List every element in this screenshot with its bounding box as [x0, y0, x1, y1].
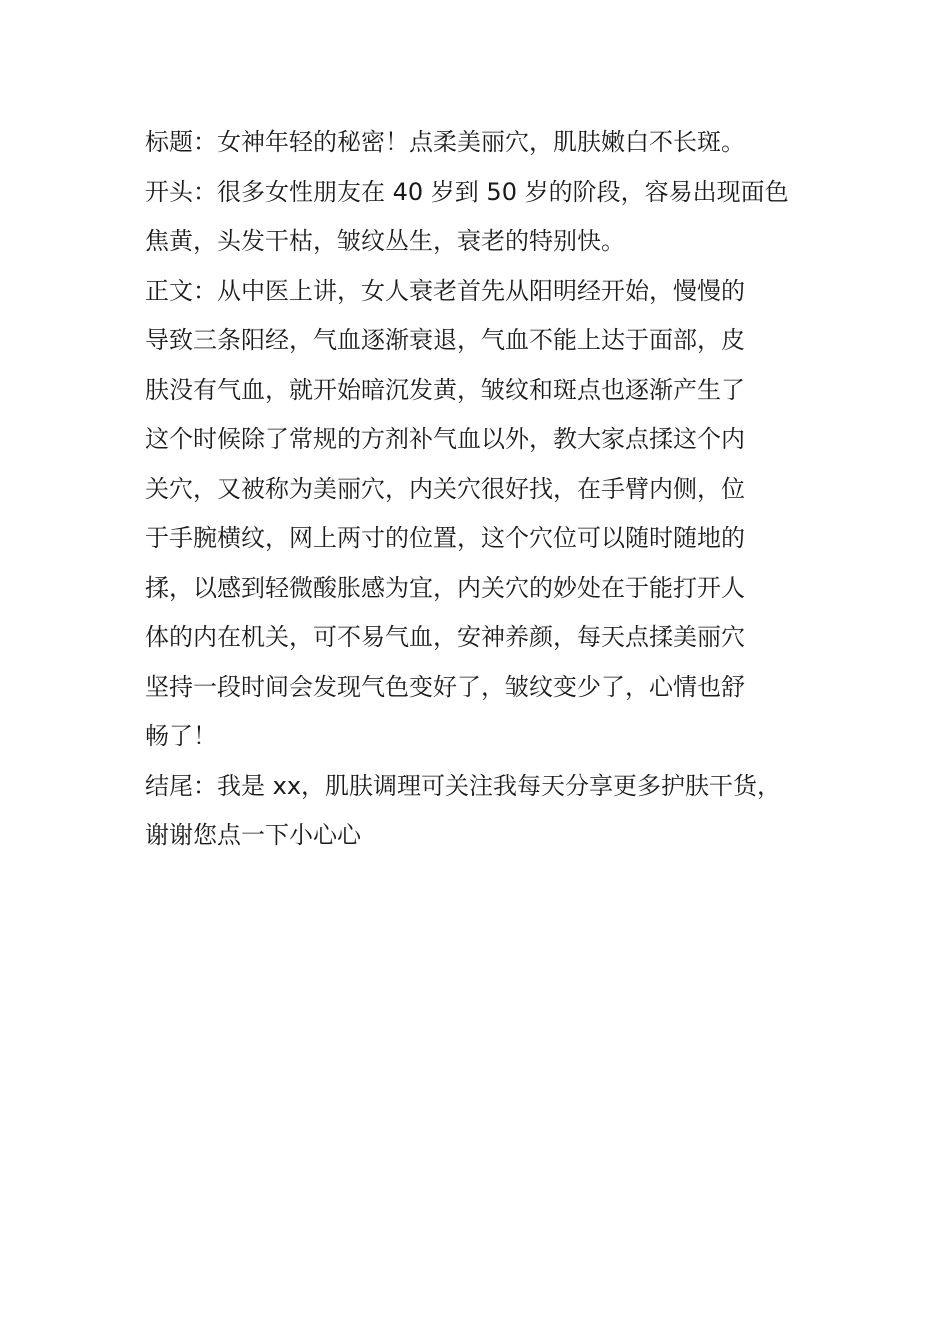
text-line: 谢谢您点一下小心心 — [145, 821, 361, 849]
text-line: 这个时候除了常规的方剂补气血以外，教大家点揉这个内 — [145, 425, 745, 453]
text-line: 标题：女神年轻的秘密！点柔美丽穴，肌肤嫩白不长斑。 — [145, 128, 745, 156]
text-line: 于手腕横纹，网上两寸的位置，这个穴位可以随时随地的 — [145, 524, 745, 552]
text-line: 焦黄，头发干枯，皱纹丛生，衰老的特别快。 — [145, 227, 625, 255]
text-line: 畅了！ — [145, 722, 217, 750]
text-line: 肤没有气血，就开始暗沉发黄，皱纹和斑点也逐渐产生了 — [145, 375, 745, 404]
text-line: 开头：很多女性朋友在 40 岁到 50 岁的阶段，容易出现面色 — [145, 177, 789, 206]
opening-paragraph — [145, 168, 835, 267]
text-line: 关穴，又被称为美丽穴，内关穴很好找，在手臂内侧，位 — [145, 474, 745, 503]
body-paragraph — [145, 267, 835, 762]
document-body — [145, 118, 835, 861]
text-line: 导致三条阳经，气血逐渐衰退，气血不能上达于面部，皮 — [145, 326, 745, 354]
title-paragraph — [145, 118, 835, 168]
text-line: 揉，以感到轻微酸胀感为宜，内关穴的妙处在于能打开人 — [145, 573, 745, 602]
text-line: 结尾：我是 xx，肌肤调理可关注我每天分享更多护肤干货， — [145, 771, 782, 800]
closing-paragraph — [145, 762, 835, 861]
text-line: 体的内在机关，可不易气血，安神养颜，每天点揉美丽穴 — [145, 623, 745, 651]
text-line: 坚持一段时间会发现气色变好了，皱纹变少了，心情也舒 — [145, 672, 745, 701]
text-line: 正文：从中医上讲，女人衰老首先从阳明经开始，慢慢的 — [145, 276, 745, 305]
